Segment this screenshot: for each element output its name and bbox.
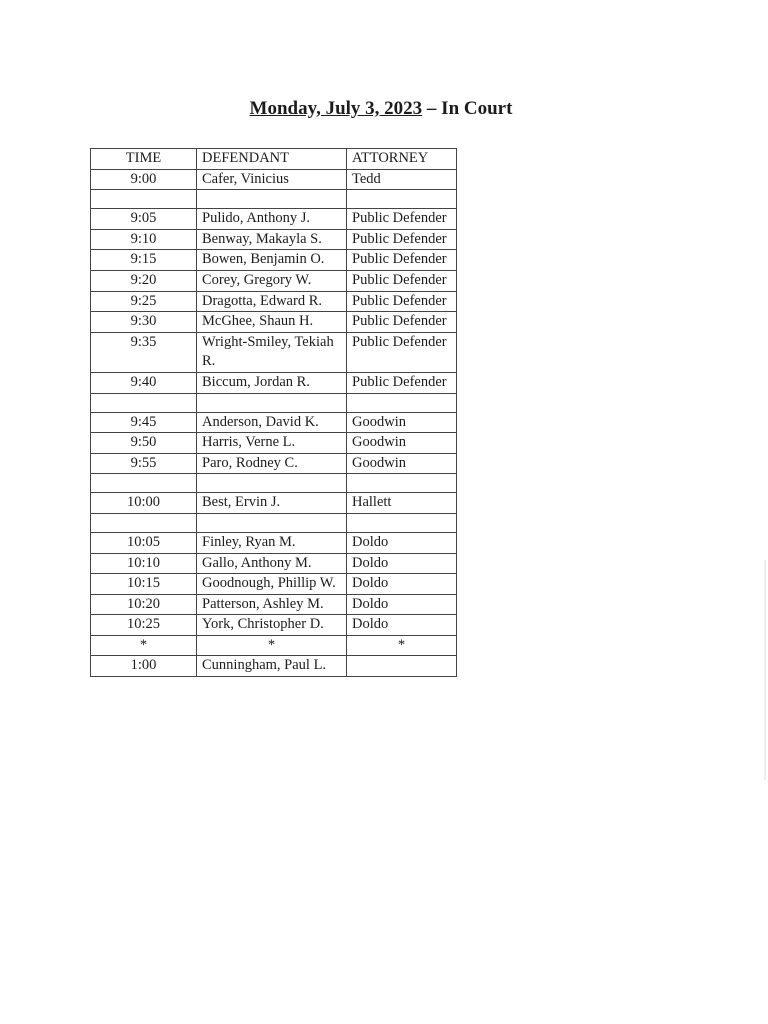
table-row: [91, 229, 457, 250]
time-cell: 9:45: [91, 412, 197, 433]
attorney-cell: Public Defender: [347, 270, 457, 291]
time-cell: 10:00: [91, 493, 197, 514]
time-cell: 9:30: [91, 312, 197, 333]
table-row: [91, 372, 457, 393]
table-row: [91, 412, 457, 433]
table-row: [91, 250, 457, 271]
attorney-cell: Goodwin: [347, 433, 457, 454]
attorney-cell: Public Defender: [347, 291, 457, 312]
attorney-cell: Tedd: [347, 169, 457, 190]
defendant-cell: Dragotta, Edward R.: [197, 291, 347, 312]
time-cell: 10:05: [91, 532, 197, 553]
column-header-attorney: ATTORNEY: [347, 149, 457, 170]
table-row: [91, 453, 457, 474]
table-row: [91, 532, 457, 553]
defendant-cell: [197, 393, 347, 412]
time-cell: 9:00: [91, 169, 197, 190]
table-row: [91, 393, 457, 412]
time-cell: 10:15: [91, 574, 197, 595]
time-cell: 9:10: [91, 229, 197, 250]
table-row: [91, 635, 457, 656]
defendant-cell: Paro, Rodney C.: [197, 453, 347, 474]
time-cell: 10:10: [91, 553, 197, 574]
defendant-cell: McGhee, Shaun H.: [197, 312, 347, 333]
attorney-cell: Doldo: [347, 574, 457, 595]
column-header-defendant: DEFENDANT: [197, 149, 347, 170]
attorney-cell: [347, 513, 457, 532]
attorney-cell: Public Defender: [347, 332, 457, 372]
time-cell: 9:25: [91, 291, 197, 312]
attorney-cell: Public Defender: [347, 209, 457, 230]
table-row: [91, 594, 457, 615]
defendant-cell: Corey, Gregory W.: [197, 270, 347, 291]
attorney-cell: Public Defender: [347, 250, 457, 271]
attorney-cell: Goodwin: [347, 453, 457, 474]
attorney-cell: Goodwin: [347, 412, 457, 433]
table-row: [91, 169, 457, 190]
time-cell: 10:20: [91, 594, 197, 615]
table-row: [91, 656, 457, 677]
time-cell: [91, 393, 197, 412]
page-title: [0, 98, 762, 120]
attorney-cell: Doldo: [347, 594, 457, 615]
defendant-cell: Anderson, David K.: [197, 412, 347, 433]
table-row: [91, 493, 457, 514]
defendant-cell: Wright-Smiley, Tekiah R.: [197, 332, 347, 372]
attorney-cell: Doldo: [347, 553, 457, 574]
title-separator: –: [422, 98, 442, 119]
time-cell: 9:20: [91, 270, 197, 291]
table-row: [91, 190, 457, 209]
defendant-cell: Pulido, Anthony J.: [197, 209, 347, 230]
table-row: [91, 513, 457, 532]
defendant-cell: Harris, Verne L.: [197, 433, 347, 454]
table-row: [91, 209, 457, 230]
time-cell: 1:00: [91, 656, 197, 677]
time-cell: *: [91, 635, 197, 656]
time-cell: 9:15: [91, 250, 197, 271]
defendant-cell: Goodnough, Phillip W.: [197, 574, 347, 595]
attorney-cell: [347, 393, 457, 412]
defendant-cell: York, Christopher D.: [197, 615, 347, 636]
table-row: [91, 553, 457, 574]
defendant-cell: Biccum, Jordan R.: [197, 372, 347, 393]
attorney-cell: Public Defender: [347, 229, 457, 250]
attorney-cell: [347, 474, 457, 493]
defendant-cell: *: [197, 635, 347, 656]
table-row: [91, 332, 457, 372]
title-suffix: In Court: [441, 98, 513, 119]
time-cell: 9:05: [91, 209, 197, 230]
time-cell: 9:35: [91, 332, 197, 372]
table-row: [91, 270, 457, 291]
time-cell: [91, 474, 197, 493]
title-date: Monday, July 3, 2023: [249, 98, 423, 119]
table-row: [91, 312, 457, 333]
defendant-cell: Best, Ervin J.: [197, 493, 347, 514]
attorney-cell: Doldo: [347, 615, 457, 636]
attorney-cell: Public Defender: [347, 312, 457, 333]
table-row: [91, 615, 457, 636]
defendant-cell: [197, 190, 347, 209]
defendant-cell: [197, 513, 347, 532]
page-edge-shadow: [764, 560, 766, 780]
defendant-cell: Benway, Makayla S.: [197, 229, 347, 250]
time-cell: 9:50: [91, 433, 197, 454]
schedule-table: [90, 148, 457, 677]
time-cell: [91, 513, 197, 532]
defendant-cell: Cafer, Vinicius: [197, 169, 347, 190]
time-cell: 9:40: [91, 372, 197, 393]
attorney-cell: *: [347, 635, 457, 656]
attorney-cell: [347, 190, 457, 209]
defendant-cell: Patterson, Ashley M.: [197, 594, 347, 615]
table-row: [91, 291, 457, 312]
defendant-cell: Gallo, Anthony M.: [197, 553, 347, 574]
table-row: [91, 574, 457, 595]
table-row: [91, 474, 457, 493]
attorney-cell: Hallett: [347, 493, 457, 514]
attorney-cell: Doldo: [347, 532, 457, 553]
defendant-cell: Finley, Ryan M.: [197, 532, 347, 553]
table-row: [91, 433, 457, 454]
attorney-cell: Public Defender: [347, 372, 457, 393]
time-cell: 9:55: [91, 453, 197, 474]
column-header-time: TIME: [91, 149, 197, 170]
header-row: [91, 149, 457, 170]
defendant-cell: Cunningham, Paul L.: [197, 656, 347, 677]
defendant-cell: [197, 474, 347, 493]
attorney-cell: [347, 656, 457, 677]
time-cell: [91, 190, 197, 209]
time-cell: 10:25: [91, 615, 197, 636]
defendant-cell: Bowen, Benjamin O.: [197, 250, 347, 271]
